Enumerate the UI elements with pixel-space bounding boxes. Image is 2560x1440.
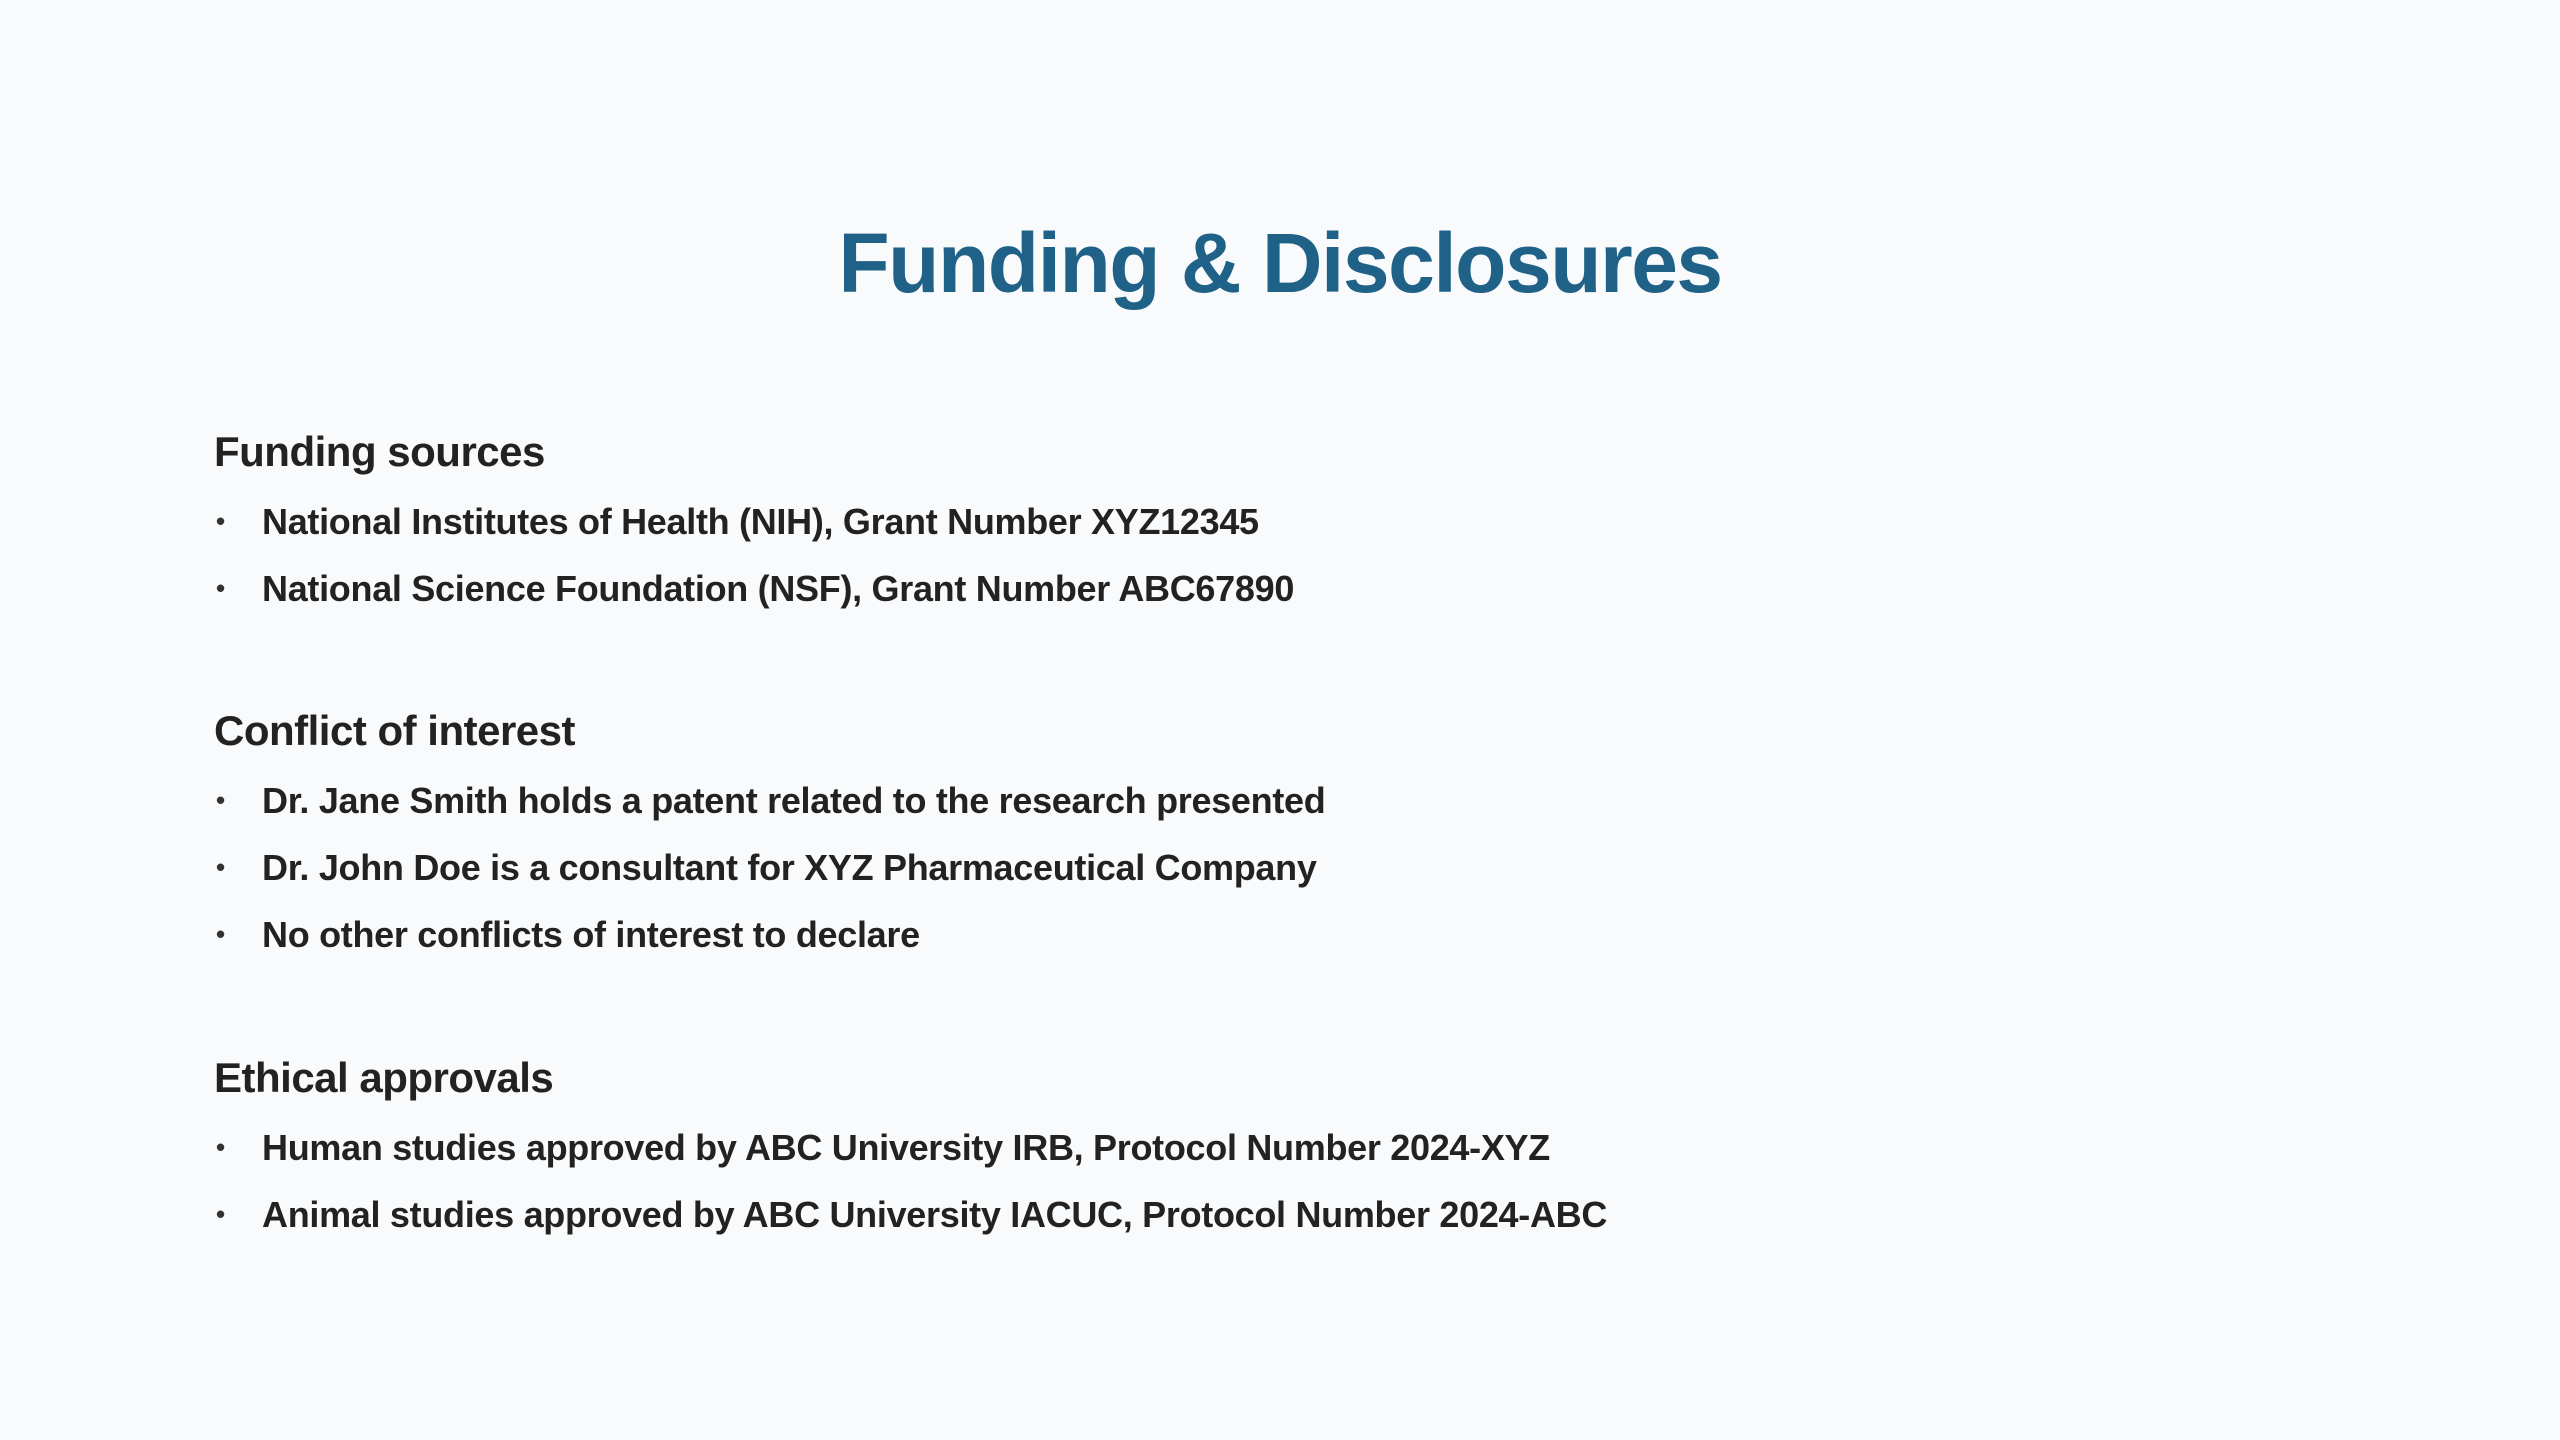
bullet-icon: • — [216, 919, 225, 949]
list-item-text: National Institutes of Health (NIH), Grant Number XYZ12345 — [262, 501, 1259, 542]
list-item-text: National Science Foundation (NSF), Grant Number ABC67890 — [262, 568, 1295, 609]
section-heading: Ethical approvals — [214, 1054, 554, 1101]
list-item-text: Human studies approved by ABC University IRB, Protocol Number 2024-XYZ — [262, 1127, 1550, 1168]
section-ethical-approvals — [214, 1048, 2414, 1248]
bullet-icon: • — [216, 1199, 225, 1229]
list-item — [214, 1114, 2414, 1181]
bullet-icon: • — [216, 506, 225, 536]
list-item — [214, 1181, 2414, 1248]
bullet-icon: • — [216, 785, 225, 815]
list-item — [214, 901, 2414, 968]
list-item-text: Dr. John Doe is a consultant for XYZ Pharmaceutical Company — [262, 847, 1317, 888]
section-heading: Funding sources — [214, 428, 545, 475]
bullet-list — [214, 488, 2414, 622]
section-funding-sources — [214, 422, 2414, 622]
list-item-text: No other conflicts of interest to declare — [262, 914, 920, 955]
list-item — [214, 767, 2414, 834]
bullet-icon: • — [216, 573, 225, 603]
list-item — [214, 834, 2414, 901]
bullet-list — [214, 767, 2414, 968]
slide-title: Funding & Disclosures — [838, 216, 1722, 310]
list-item — [214, 488, 2414, 555]
section-heading: Conflict of interest — [214, 707, 576, 754]
bullet-list — [214, 1114, 2414, 1248]
bullet-icon: • — [216, 1132, 225, 1162]
bullet-icon: • — [216, 852, 225, 882]
section-conflict-of-interest — [214, 701, 2414, 968]
list-item-text: Animal studies approved by ABC University IACUC, Protocol Number 2024-ABC — [262, 1194, 1608, 1235]
list-item-text: Dr. Jane Smith holds a patent related to the research presented — [262, 780, 1326, 821]
list-item — [214, 555, 2414, 622]
